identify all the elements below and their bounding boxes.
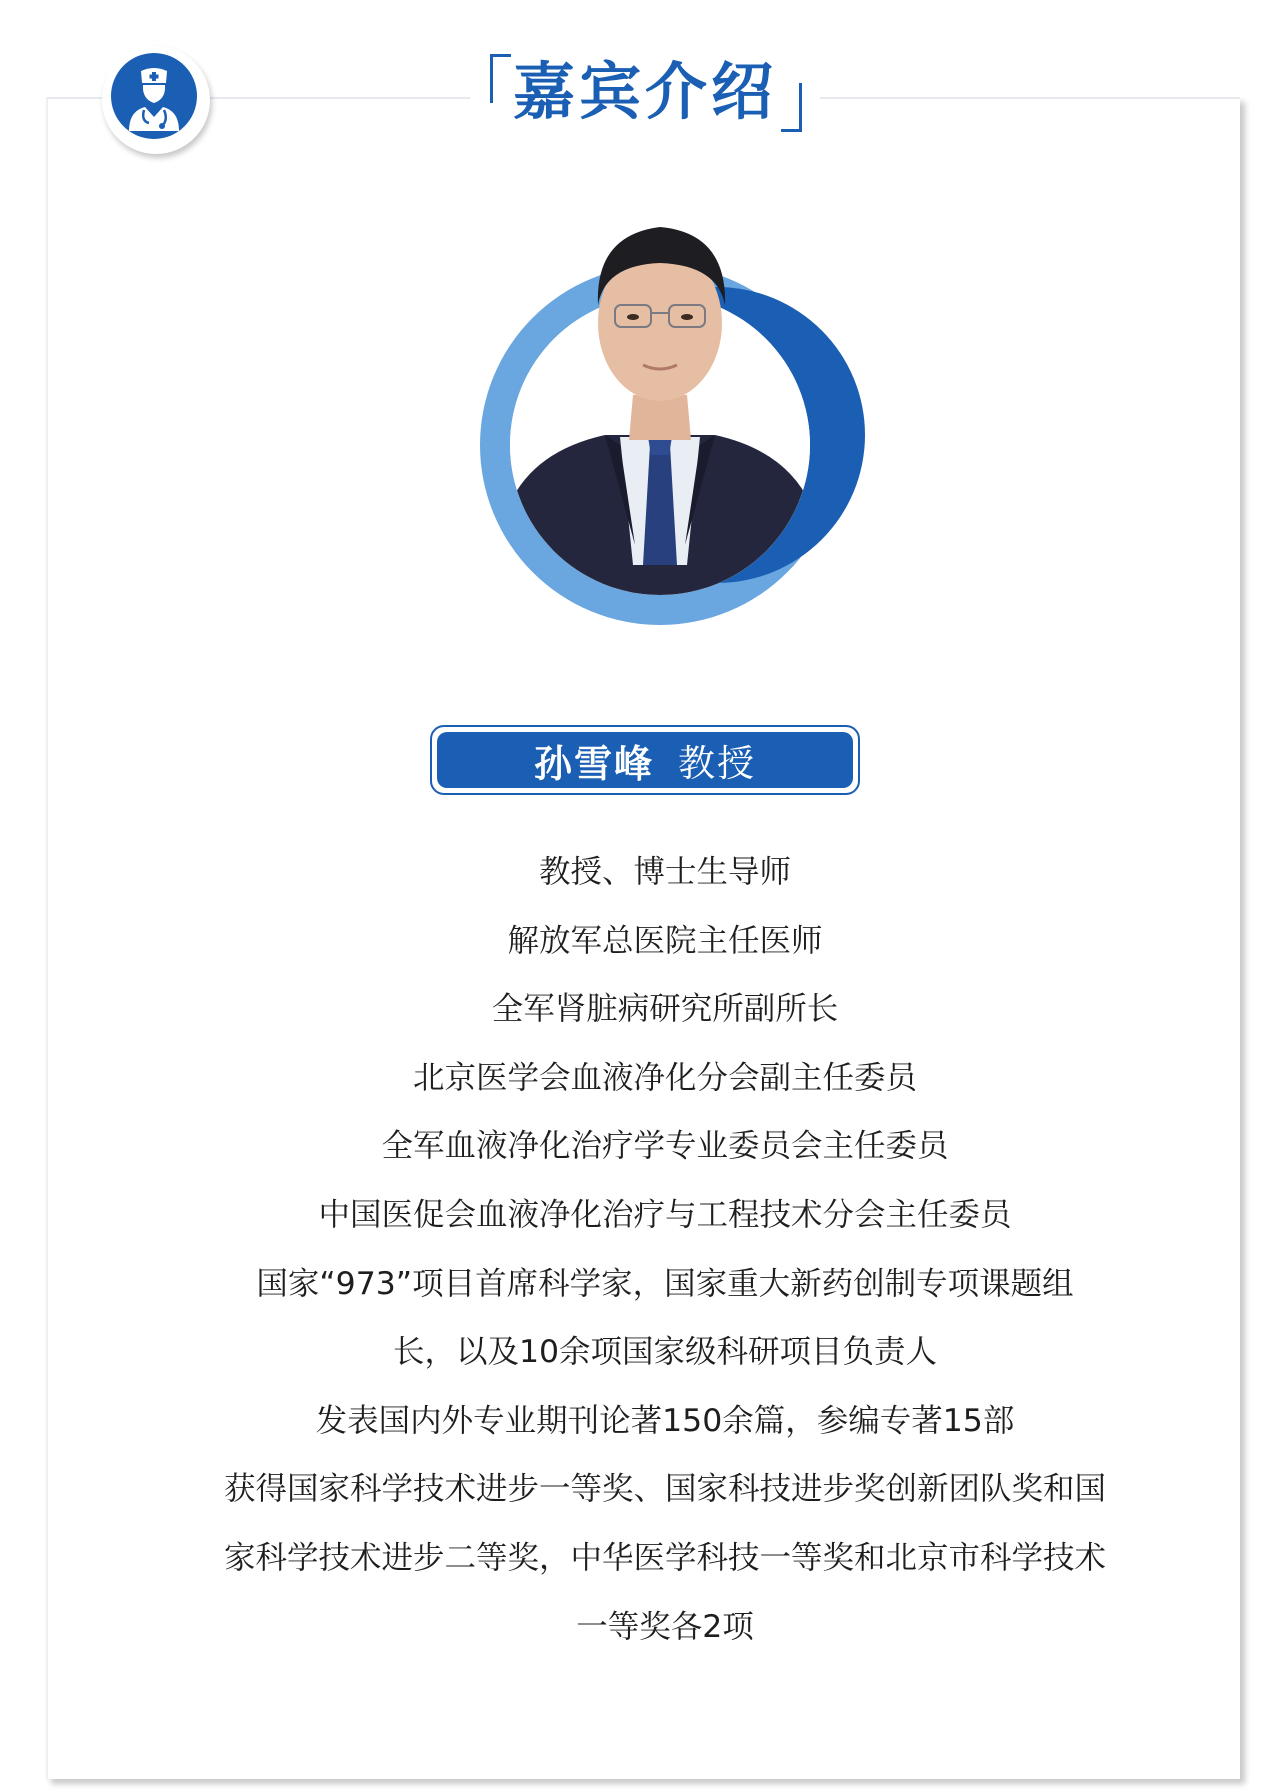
bio-line: 长，以及10余项国家级科研项目负责人 [392, 1334, 938, 1371]
bio-line: 国家“973”项目首席科学家，国家重大新药创制专项课题组 [256, 1265, 1074, 1302]
bio-line: 获得国家科学技术进步一等奖、国家科技进步奖创新团队奖和国 [223, 1471, 1106, 1508]
header-title-wrap [470, 40, 820, 140]
guest-name: 孙雪峰 [533, 741, 654, 786]
bio-line: 北京医学会血液净化分会副主任委员 [412, 1059, 917, 1096]
header-badge [102, 46, 210, 154]
guest-title: 教授 [678, 742, 756, 785]
doctor-icon [111, 53, 197, 139]
bio-line: 家科学技术进步二等奖，中华医学科技一等奖和北京市科学技术 [223, 1539, 1106, 1576]
bio-line: 全军肾脏病研究所副所长 [491, 991, 839, 1028]
bio-line: 中国医促会血液净化治疗与工程技术分会主任委员 [318, 1196, 1012, 1233]
bio-line: 全军血液净化治疗学专业委员会主任委员 [381, 1128, 949, 1165]
bio-line: 教授、博士生导师 [538, 854, 791, 890]
guest-name-box [430, 725, 860, 795]
page-title: 嘉宾介绍 [512, 55, 777, 128]
portrait-photo [455, 205, 865, 685]
bio-line: 一等奖各2项 [576, 1608, 754, 1645]
bio-list [150, 838, 1180, 1661]
bio-line: 发表国内外专业期刊论著150余篇，参编专著15部 [315, 1402, 1015, 1439]
bio-line: 解放军总医院主任医师 [507, 922, 823, 959]
